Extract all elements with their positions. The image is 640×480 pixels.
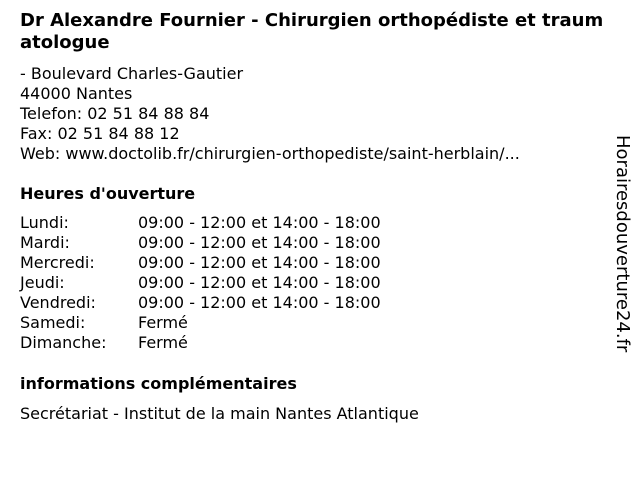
hours-row-monday <box>20 213 580 233</box>
website-link[interactable]: Web: www.doctolib.fr/chirurgien-orthopediste/saint-herblain/... <box>20 144 520 163</box>
day-hours: 09:00 - 12:00 et 14:00 - 18:00 <box>138 293 381 312</box>
hours-row-friday <box>20 293 580 313</box>
day-hours: Fermé <box>138 313 188 332</box>
hours-row-saturday <box>20 313 580 333</box>
day-label: Mardi: <box>20 233 70 252</box>
hours-row-thursday <box>20 273 580 293</box>
page-title: Dr Alexandre Fournier - Chirurgien orthopédiste et traumatologue <box>20 10 604 53</box>
hours-row-wednesday <box>20 253 580 273</box>
hours-row-sunday <box>20 333 580 353</box>
phone-number: Telefon: 02 51 84 88 84 <box>20 104 210 123</box>
street-address: - Boulevard Charles-Gautier <box>20 64 244 83</box>
day-hours: 09:00 - 12:00 et 14:00 - 18:00 <box>138 253 381 272</box>
day-hours: 09:00 - 12:00 et 14:00 - 18:00 <box>138 233 381 252</box>
fax-number: Fax: 02 51 84 88 12 <box>20 124 180 143</box>
info-heading: informations complémentaires <box>20 374 297 393</box>
hours-heading: Heures d'ouverture <box>20 184 196 203</box>
hours-table <box>20 213 580 353</box>
day-label: Dimanche: <box>20 333 107 352</box>
day-hours: Fermé <box>138 333 188 352</box>
day-label: Mercredi: <box>20 253 95 272</box>
hours-row-tuesday <box>20 233 580 253</box>
day-label: Vendredi: <box>20 293 96 312</box>
day-hours: 09:00 - 12:00 et 14:00 - 18:00 <box>138 273 381 292</box>
contact-block <box>20 64 600 164</box>
day-label: Samedi: <box>20 313 86 332</box>
day-label: Jeudi: <box>20 273 65 292</box>
info-text: Secrétariat - Institut de la main Nantes Atlantique <box>20 404 419 423</box>
day-hours: 09:00 - 12:00 et 14:00 - 18:00 <box>138 213 381 232</box>
day-label: Lundi: <box>20 213 69 232</box>
city: 44000 Nantes <box>20 84 133 103</box>
site-watermark: Horairesdouverture24.fr <box>612 135 633 353</box>
